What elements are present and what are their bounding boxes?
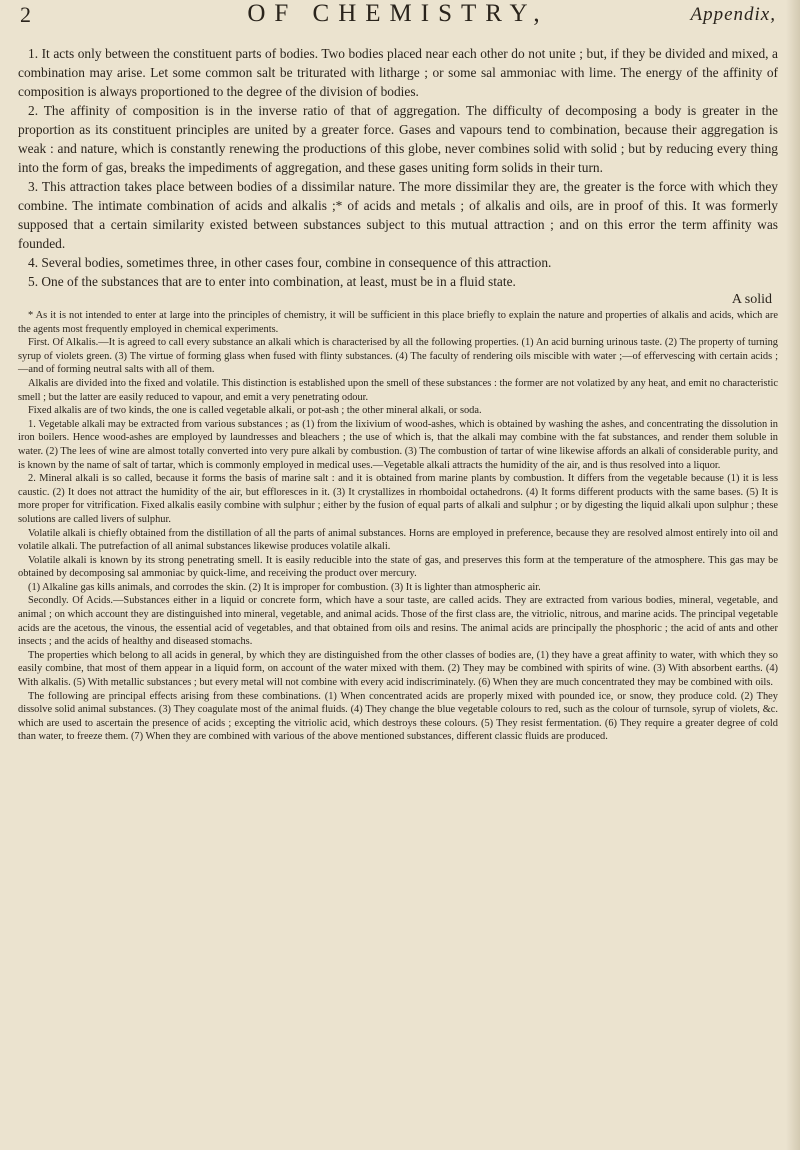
footnote-paragraph: 2. Mineral alkali is so called, because it forms the basis of marine salt : and it is obtained from marine plants by combustion. It differs from the vegetable because (1) it is less caustic. (2) It does not attract the humidity of the air, but effloresces in it. (3) It crystallizes in rhomboidal octahedrons. (4) It forms different products with the same bases. (5) It is more proper for vitrification. Fixed alkalis easily combine with sulphur ; either by the fusion of equal parts of alkali and sulphur ; or by digesting the liquid alkali upon sulphur ; these solutions are called livers of sulphur. <box>18 473 778 525</box>
footnote-paragraph: Alkalis are divided into the fixed and volatile. This distinction is established upon the smell of these substances : the former are not volatized by any heat, and emit no characteristic smell ; but the latter are easily reduced to vapour, and emit a very penetrating odour. <box>18 377 778 403</box>
page-edge-shadow <box>786 0 800 1150</box>
paragraph-3: 3. This attraction takes place between bodies of a dissimilar nature. The more dissimilar they are, the greater is the force with which they combine. The intimate combination of acids and alkalis ;* of acids and metals ; of alkalis and oils, are in proof of this. It was formerly supposed that a certain similarity existed between substances subject to this mutual attraction ; and on this error the term affinity was founded. <box>18 179 778 251</box>
footnote-paragraph: * As it is not intended to enter at large into the principles of chemistry, it will be sufficient in this place briefly to explain the nature and properties of alkalis and acids, which are the agents most frequently employed in chemical experiments. <box>18 310 778 335</box>
footnote-paragraph: Volatile alkali is chiefly obtained from the distillation of all the parts of animal substances. Horns are employed in preference, because they are resolved almost entirely into oil and volatile alkali. The putrefaction of all animal substances likewise produces volatile alkali. <box>18 527 778 553</box>
footnote-paragraph: First. Of Alkalis.—It is agreed to call every substance an alkali which is characterised by all the following properties. (1) An acid burning urinous taste. (2) The property of turning syrup of violets green. (3) The virtue of forming glass when fused with flinty substances. (4) The faculty of rendering oils miscible with water ;—of effervescing with certain acids ;—and of forming neutral salts with all of them. <box>18 337 778 376</box>
page-number: 2 <box>20 2 31 27</box>
paragraph-1: 1. It acts only between the constituent parts of bodies. Two bodies placed near each other do not unite ; but, if they be divided and mixed, a combination may arise. Let some common salt be triturated with litharge ; or some sal ammoniac with lime. The energy of the affinity of composition is always proportioned to the degree of the division of bodies. <box>18 46 778 99</box>
footnote <box>18 309 778 744</box>
paragraph-5: 5. One of the substances that are to enter into combination, at least, must be in a fluid state. <box>28 274 516 289</box>
paragraph-2: 2. The affinity of composition is in the inverse ratio of that of aggregation. The difficulty of decomposing a body is greater in the proportion as its constituent principles are united by a greater force. Gases and vapours tend to combination, because their aggregation is weak : and nature, which is constantly renewing the productions of this globe, never combines solid with solid ; but by reducing every thing into the form of gas, breaks the impediments of aggregation, and these gases uniting form solids in their turn. <box>18 103 778 175</box>
section-label: Appendix, <box>690 4 776 25</box>
footnote-paragraph: The properties which belong to all acids in general, by which they are distinguished from the other classes of bodies are, (1) they have a great affinity to water, with which they so easily combine, that most of them appear in a liquid form, on account of the water mixed with them. (2) They may be combined with spirits of wine. (3) With absorbent earths. (4) With alkalis. (5) With metallic substances ; but every metal will not combine with every acid indiscriminately. (6) When they are much concentrated they may be combined with oils. <box>18 649 778 689</box>
running-title: OF CHEMISTRY, <box>247 0 549 27</box>
footnote-paragraph: Volatile alkali is known by its strong penetrating smell. It is easily reducible into the state of gas, and preserves this form at the temperature of the atmosphere. This gas may be obtained by decomposing sal ammoniac by quick-lime, and receiving the product over mercury. <box>18 554 778 580</box>
footnote-paragraph: (1) Alkaline gas kills animals, and corrodes the skin. (2) It is improper for combustion. (3) It is lighter than atmospheric air. <box>28 581 541 593</box>
footnote-paragraph: 1. Vegetable alkali may be extracted from various substances ; as (1) from the lixivium of wood-ashes, which is obtained by washing the ashes, and concentrating the dissolution in iron boilers. Hence wood-ashes are employed by laundresses and bleachers ; the use of which is, that the alkali may combine with the fat substances, and render them soluble in water. (2) The lees of wine are almost totally converted into very pure alkali by combustion. (3) The combustion of tartar of wine likewise affords an alkali of considerable purity, and is known by the name of salt of tartar, which is commonly employed in medical uses.—Vegetable alkali attracts the humidity of the air, and is thus resolved into a liquor. <box>18 418 778 471</box>
footnote-paragraph: The following are principal effects arising from these combinations. (1) When concentrated acids are properly mixed with pounded ice, or snow, they produce cold. (2) They dissolve solid animal substances. (3) They coagulate most of the animal fluids. (4) They change the blue vegetable colours to red, such as the colour of turnsole, syrup of violets, &c. which are used to ascertain the presence of acids ; excepting the vitriolic acid, which destroys these colours. (5) They resist fermentation. (6) They require a greater degree of cold than water, to freeze them. (7) When they are combined with various of the above mentioned substances, different classic fluids are produced. <box>18 690 778 743</box>
main-text <box>18 44 778 291</box>
paragraph-4: 4. Several bodies, sometimes three, in other cases four, combine in consequence of this attraction. <box>28 255 552 270</box>
page-header <box>18 0 778 38</box>
footnote-paragraph: Fixed alkalis are of two kinds, the one is called vegetable alkali, or pot-ash ; the other mineral alkali, or soda. <box>28 405 482 417</box>
catchword: A solid <box>731 292 772 307</box>
footnote-paragraph: Secondly. Of Acids.—Substances either in a liquid or concrete form, which have a sour taste, are called acids. They are extracted from various bodies, mineral, vegetable, and animal ; on which account they are distinguished into mineral, vegetable, and animal acids. Those of the first class are, the vitriolic, nitrous, and marine acids. The principal vegetable acids are the acetous, the vinous, the essential acid of vegetables, and that obtained from oils and resins. The animal acids are principally the phosphoric ; the acid of ants and other insects ; and the acids of healthy and diseased stomachs. <box>18 595 778 648</box>
